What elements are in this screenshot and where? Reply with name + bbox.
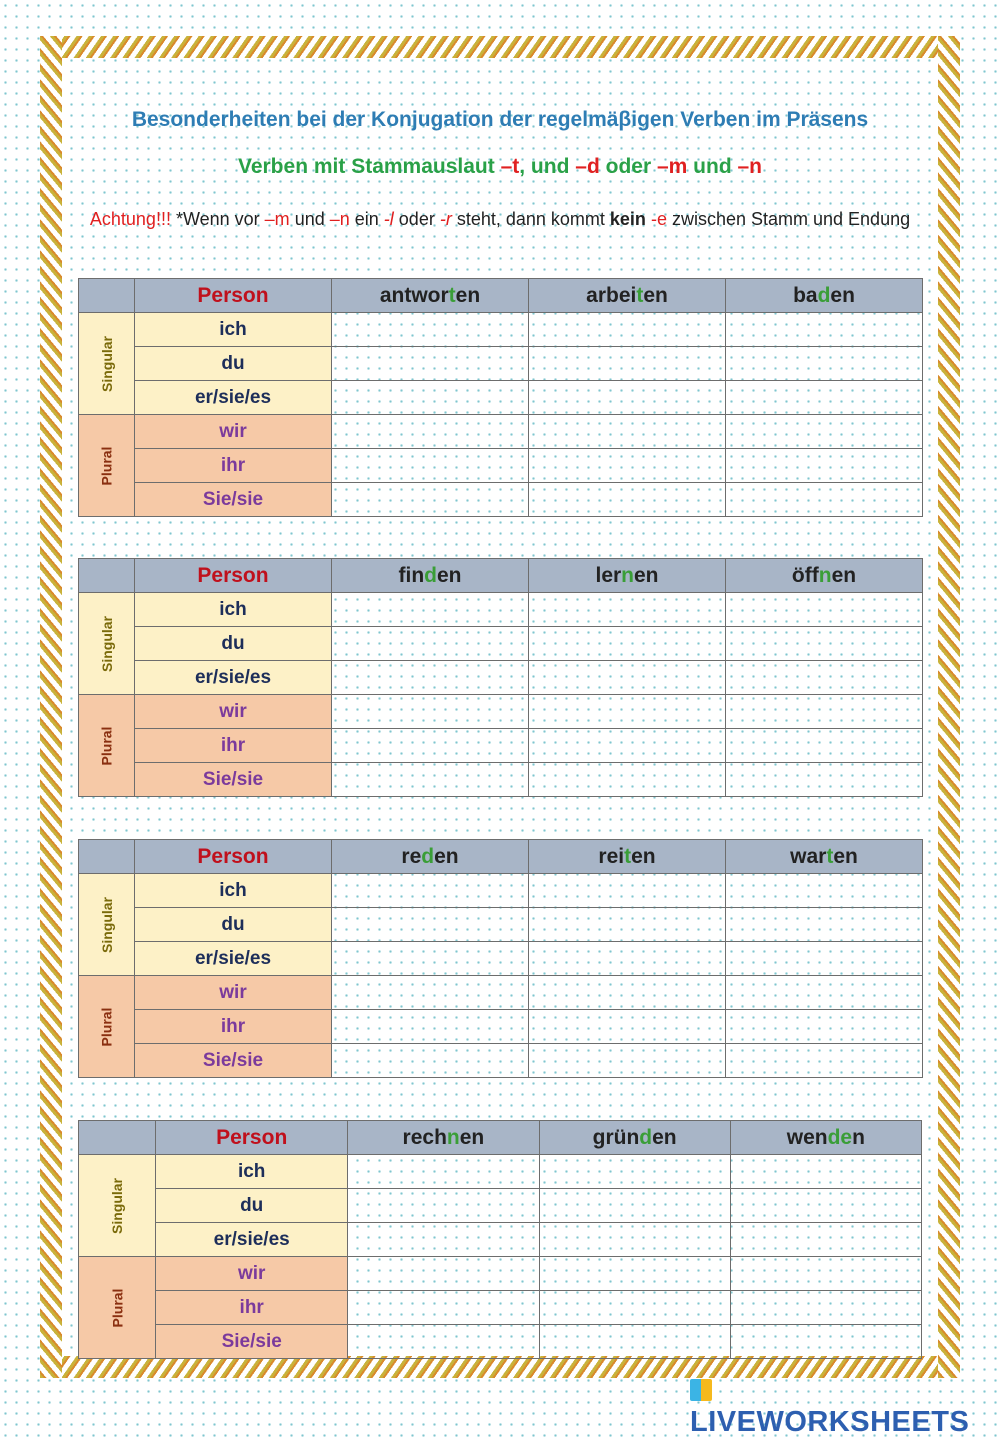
answer-cell[interactable] bbox=[730, 1223, 921, 1257]
answer-cell[interactable] bbox=[539, 1189, 730, 1223]
singular-label bbox=[79, 1155, 156, 1257]
verb-suffix: en bbox=[833, 844, 858, 868]
answer-cell[interactable] bbox=[529, 415, 726, 449]
pronoun-cell: ihr bbox=[135, 1010, 332, 1044]
answer-cell[interactable] bbox=[726, 381, 923, 415]
verb-suffix: en bbox=[652, 1125, 677, 1149]
person-header: Person bbox=[135, 559, 332, 593]
verb-header bbox=[726, 840, 923, 874]
verb-header bbox=[529, 279, 726, 313]
answer-cell[interactable] bbox=[726, 976, 923, 1010]
table-row bbox=[79, 874, 923, 908]
pronoun-cell: er/sie/es bbox=[135, 381, 332, 415]
plural-label bbox=[79, 695, 135, 797]
note-m: –m bbox=[264, 209, 290, 229]
answer-cell[interactable] bbox=[348, 1291, 539, 1325]
answer-cell[interactable] bbox=[332, 593, 529, 627]
pronoun-cell: ich bbox=[135, 593, 332, 627]
answer-cell[interactable] bbox=[529, 661, 726, 695]
answer-cell[interactable] bbox=[529, 729, 726, 763]
answer-cell[interactable] bbox=[332, 483, 529, 517]
verb-suffix: en bbox=[634, 563, 659, 587]
table-row bbox=[79, 347, 923, 381]
pronoun-cell: du bbox=[156, 1189, 348, 1223]
note-text: oder bbox=[393, 209, 440, 229]
table-row bbox=[79, 908, 923, 942]
table-row bbox=[79, 976, 923, 1010]
pronoun-cell: du bbox=[135, 627, 332, 661]
verb-stem: antwor bbox=[379, 283, 449, 307]
pronoun-cell: du bbox=[135, 908, 332, 942]
singular-label bbox=[79, 593, 135, 695]
conjugation-table bbox=[78, 839, 923, 1078]
table-row bbox=[79, 695, 923, 729]
answer-cell[interactable] bbox=[529, 347, 726, 381]
decorative-border-right bbox=[938, 36, 960, 1378]
page-subtitle bbox=[60, 155, 940, 179]
answer-cell[interactable] bbox=[726, 593, 923, 627]
verb-stem-ending: n bbox=[621, 563, 634, 587]
verb-stem: rech bbox=[402, 1125, 447, 1149]
answer-cell[interactable] bbox=[529, 908, 726, 942]
verb-stem: arbei bbox=[586, 283, 637, 307]
answer-cell[interactable] bbox=[332, 1044, 529, 1078]
answer-cell[interactable] bbox=[726, 1044, 923, 1078]
verb-suffix: en bbox=[436, 563, 462, 587]
answer-cell[interactable] bbox=[529, 449, 726, 483]
liveworksheets-logo bbox=[690, 1374, 990, 1438]
pronoun-cell: ich bbox=[135, 874, 332, 908]
answer-cell[interactable] bbox=[348, 1155, 539, 1189]
ending-d: –d bbox=[575, 155, 600, 178]
corner-cell bbox=[79, 1121, 156, 1155]
verb-stem-ending: n bbox=[818, 563, 832, 587]
answer-cell[interactable] bbox=[726, 763, 923, 797]
answer-cell[interactable] bbox=[332, 627, 529, 661]
answer-cell[interactable] bbox=[730, 1325, 921, 1359]
table-row bbox=[79, 661, 923, 695]
verb-suffix: en bbox=[459, 1125, 485, 1149]
plural-label bbox=[79, 415, 135, 517]
table-row bbox=[79, 1044, 923, 1078]
answer-cell[interactable] bbox=[529, 627, 726, 661]
answer-cell[interactable] bbox=[726, 695, 923, 729]
verb-stem: fin bbox=[398, 563, 425, 587]
conjugation-table bbox=[78, 278, 923, 517]
verb-suffix: en bbox=[631, 844, 656, 868]
note-r: -r bbox=[439, 209, 452, 229]
answer-cell[interactable] bbox=[539, 1325, 730, 1359]
verb-header bbox=[529, 559, 726, 593]
verb-stem: ba bbox=[793, 283, 818, 307]
verb-header bbox=[726, 559, 923, 593]
table-row bbox=[79, 1291, 922, 1325]
corner-cell bbox=[79, 559, 135, 593]
singular-label bbox=[79, 874, 135, 976]
table-row bbox=[79, 1223, 922, 1257]
table-row bbox=[79, 627, 923, 661]
verb-header bbox=[332, 840, 529, 874]
conjugation-table bbox=[78, 1120, 922, 1359]
table-row bbox=[79, 593, 923, 627]
answer-cell[interactable] bbox=[529, 1010, 726, 1044]
verb-stem: re bbox=[401, 844, 422, 868]
decorative-border-left bbox=[40, 36, 62, 1378]
verb-header bbox=[348, 1121, 539, 1155]
answer-cell[interactable] bbox=[529, 942, 726, 976]
singular-text: Singular bbox=[109, 1177, 126, 1234]
pronoun-cell: er/sie/es bbox=[156, 1223, 348, 1257]
singular-text: Singular bbox=[99, 335, 116, 392]
verb-suffix: en bbox=[830, 283, 855, 307]
table-row bbox=[79, 483, 923, 517]
subtitle-text: oder bbox=[599, 155, 657, 178]
singular-label bbox=[79, 313, 135, 415]
answer-cell[interactable] bbox=[539, 1155, 730, 1189]
note-text: steht, dann kommt bbox=[451, 209, 610, 229]
plural-text: Plural bbox=[109, 1288, 126, 1327]
answer-cell[interactable] bbox=[726, 483, 923, 517]
answer-cell[interactable] bbox=[529, 976, 726, 1010]
pronoun-cell: er/sie/es bbox=[135, 942, 332, 976]
answer-cell[interactable] bbox=[332, 729, 529, 763]
pronoun-cell: er/sie/es bbox=[135, 661, 332, 695]
pronoun-cell: ich bbox=[156, 1155, 348, 1189]
verb-stem-ending: t bbox=[826, 844, 834, 868]
table-row bbox=[79, 729, 923, 763]
pronoun-cell: wir bbox=[156, 1257, 348, 1291]
note-n: –n bbox=[329, 209, 350, 229]
verb-suffix: en bbox=[434, 844, 459, 868]
answer-cell[interactable] bbox=[332, 763, 529, 797]
answer-cell[interactable] bbox=[726, 415, 923, 449]
ending-m: –m bbox=[656, 155, 688, 178]
answer-cell[interactable] bbox=[726, 313, 923, 347]
pronoun-cell: wir bbox=[135, 695, 332, 729]
subtitle-text: , und bbox=[519, 155, 576, 178]
table-row bbox=[79, 415, 923, 449]
person-header: Person bbox=[135, 840, 332, 874]
table-row bbox=[79, 1189, 922, 1223]
pronoun-cell: ihr bbox=[135, 729, 332, 763]
answer-cell[interactable] bbox=[348, 1189, 539, 1223]
verb-stem-ending: t bbox=[624, 844, 632, 868]
answer-cell[interactable] bbox=[332, 942, 529, 976]
verb-stem: grün bbox=[592, 1125, 640, 1149]
note-kein: kein bbox=[609, 209, 646, 229]
verb-suffix: en bbox=[643, 283, 668, 307]
answer-cell[interactable] bbox=[332, 1010, 529, 1044]
answer-cell[interactable] bbox=[332, 695, 529, 729]
plural-label bbox=[79, 1257, 156, 1359]
pronoun-cell: ihr bbox=[135, 449, 332, 483]
table-row bbox=[79, 313, 923, 347]
verb-suffix: n bbox=[852, 1125, 865, 1149]
verb-stem: ler bbox=[595, 563, 622, 587]
answer-cell[interactable] bbox=[332, 976, 529, 1010]
answer-cell[interactable] bbox=[332, 347, 529, 381]
verb-stem: war bbox=[790, 844, 827, 868]
answer-cell[interactable] bbox=[726, 874, 923, 908]
table-row bbox=[79, 381, 923, 415]
answer-cell[interactable] bbox=[529, 593, 726, 627]
singular-text: Singular bbox=[99, 615, 116, 672]
pronoun-cell: wir bbox=[135, 976, 332, 1010]
answer-cell[interactable] bbox=[539, 1291, 730, 1325]
answer-cell[interactable] bbox=[529, 381, 726, 415]
answer-cell[interactable] bbox=[348, 1257, 539, 1291]
answer-cell[interactable] bbox=[332, 381, 529, 415]
plural-label bbox=[79, 976, 135, 1078]
answer-cell[interactable] bbox=[726, 449, 923, 483]
table-row bbox=[79, 763, 923, 797]
answer-cell[interactable] bbox=[726, 729, 923, 763]
answer-cell[interactable] bbox=[730, 1257, 921, 1291]
pronoun-cell: Sie/sie bbox=[135, 1044, 332, 1078]
table-row bbox=[79, 1257, 922, 1291]
note-text: zwischen Stamm und Endung bbox=[666, 209, 911, 229]
verb-header bbox=[730, 1121, 921, 1155]
logo-text: LIVEWORKSHEETS bbox=[690, 1406, 970, 1438]
answer-cell[interactable] bbox=[726, 908, 923, 942]
verb-header bbox=[726, 279, 923, 313]
answer-cell[interactable] bbox=[730, 1189, 921, 1223]
verb-header bbox=[332, 279, 529, 313]
answer-cell[interactable] bbox=[529, 874, 726, 908]
answer-cell[interactable] bbox=[726, 347, 923, 381]
corner-cell bbox=[79, 279, 135, 313]
plural-text: Plural bbox=[98, 726, 115, 765]
table-row bbox=[79, 1155, 922, 1189]
verb-stem-ending: d bbox=[421, 844, 435, 868]
verb-stem: öff bbox=[791, 563, 819, 587]
answer-cell[interactable] bbox=[529, 695, 726, 729]
answer-cell[interactable] bbox=[529, 313, 726, 347]
verb-stem-ending: n bbox=[446, 1125, 460, 1149]
verb-stem: wen bbox=[786, 1125, 828, 1149]
answer-cell[interactable] bbox=[726, 661, 923, 695]
answer-cell[interactable] bbox=[539, 1257, 730, 1291]
verb-header bbox=[539, 1121, 730, 1155]
pronoun-cell: Sie/sie bbox=[135, 483, 332, 517]
verb-stem-ending: d bbox=[639, 1125, 653, 1149]
plural-text: Plural bbox=[98, 1007, 115, 1046]
answer-cell[interactable] bbox=[332, 415, 529, 449]
verb-suffix: en bbox=[455, 283, 481, 307]
answer-cell[interactable] bbox=[730, 1155, 921, 1189]
person-header: Person bbox=[156, 1121, 348, 1155]
answer-cell[interactable] bbox=[332, 449, 529, 483]
singular-text: Singular bbox=[99, 896, 116, 953]
answer-cell[interactable] bbox=[529, 483, 726, 517]
page-title: Besonderheiten bei der Konjugation der regelmäβigen Verben im Präsens bbox=[131, 108, 869, 131]
answer-cell[interactable] bbox=[726, 1010, 923, 1044]
verb-suffix: en bbox=[831, 563, 857, 587]
answer-cell[interactable] bbox=[332, 313, 529, 347]
plural-text: Plural bbox=[98, 446, 115, 485]
pronoun-cell: Sie/sie bbox=[135, 763, 332, 797]
table-row bbox=[79, 942, 923, 976]
table-row bbox=[79, 1010, 923, 1044]
person-header: Person bbox=[135, 279, 332, 313]
note-text: und bbox=[289, 209, 330, 229]
answer-cell[interactable] bbox=[332, 661, 529, 695]
logo-icon bbox=[690, 1379, 712, 1401]
verb-stem-ending: d bbox=[424, 563, 437, 587]
verb-stem-ending: d bbox=[817, 283, 831, 307]
verb-header bbox=[332, 559, 529, 593]
answer-cell[interactable] bbox=[529, 1044, 726, 1078]
note-text: ein bbox=[349, 209, 384, 229]
pronoun-cell: Sie/sie bbox=[156, 1325, 348, 1359]
verb-header bbox=[529, 840, 726, 874]
verb-stem-ending: t bbox=[448, 283, 456, 307]
answer-cell[interactable] bbox=[529, 763, 726, 797]
verb-stem-ending: t bbox=[636, 283, 644, 307]
table-row bbox=[79, 449, 923, 483]
answer-cell[interactable] bbox=[726, 627, 923, 661]
subtitle-text: Verben mit Stammauslaut bbox=[237, 155, 501, 178]
table-row bbox=[79, 1325, 922, 1359]
answer-cell[interactable] bbox=[726, 942, 923, 976]
answer-cell[interactable] bbox=[332, 908, 529, 942]
pronoun-cell: du bbox=[135, 347, 332, 381]
subtitle-text: und bbox=[687, 155, 738, 178]
pronoun-cell: ich bbox=[135, 313, 332, 347]
pronoun-cell: wir bbox=[135, 415, 332, 449]
verb-stem-ending: de bbox=[827, 1125, 853, 1149]
answer-cell[interactable] bbox=[348, 1223, 539, 1257]
conjugation-table bbox=[78, 558, 923, 797]
note-text: *Wenn vor bbox=[170, 209, 265, 229]
note-l: -l bbox=[383, 209, 394, 229]
warning-note bbox=[62, 203, 938, 235]
answer-cell[interactable] bbox=[332, 874, 529, 908]
decorative-border-top bbox=[40, 36, 960, 58]
answer-cell[interactable] bbox=[730, 1291, 921, 1325]
note-e: -e bbox=[650, 209, 667, 229]
ending-n: –n bbox=[737, 155, 762, 178]
warning-label: Achtung!!! bbox=[89, 209, 171, 229]
corner-cell bbox=[79, 840, 135, 874]
verb-stem: rei bbox=[598, 844, 625, 868]
answer-cell[interactable] bbox=[348, 1325, 539, 1359]
pronoun-cell: ihr bbox=[156, 1291, 348, 1325]
answer-cell[interactable] bbox=[539, 1223, 730, 1257]
ending-t: –t bbox=[500, 155, 520, 178]
